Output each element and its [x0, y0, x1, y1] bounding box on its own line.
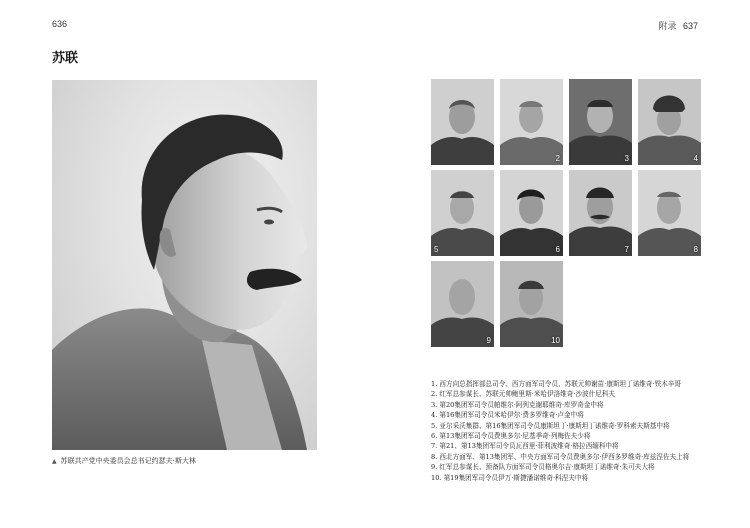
photo-number: 4	[693, 154, 698, 163]
legend-item: 8. 西北方面军、第13集团军、中央方面军司令员费奥多尔·伊西多罗维奇·库兹涅佐夫上将	[431, 452, 690, 461]
legend-item: 6. 第13集团军司令员费奥多尔·尼基季奇·列梅佐夫少将	[431, 432, 591, 441]
right-page-header	[654, 19, 698, 32]
legend-item: 5. 亚尔采沃集群、第16集团军司令员康斯坦丁·康斯坦丁诺维奇·罗科索夫斯基中将	[431, 421, 670, 430]
legend-item: 2. 红军总参谋长、苏联元帅鲍里斯·米哈伊洛维奇·沙波什尼科夫	[431, 390, 616, 399]
legend-item: 4. 第16集团军司令员米哈伊尔·费多罗维奇·卢金中将	[431, 411, 584, 420]
commander-photo-8	[638, 170, 701, 256]
right-page-number: 637	[682, 21, 698, 31]
photo-number: 2	[555, 154, 560, 163]
uniform-portrait-icon	[431, 170, 494, 256]
photo-number: 3	[624, 154, 629, 163]
caption-marker: ▲	[52, 457, 57, 465]
legend-item: 3. 第20集团军司令员帕维尔·阿列克谢耶维奇·库罗奇金中将	[431, 400, 604, 409]
uniform-portrait-icon	[569, 170, 632, 256]
commander-photo-6	[500, 170, 563, 256]
photo-number: 6	[555, 245, 560, 254]
uniform-portrait-icon	[569, 79, 632, 165]
photo-number: 10	[551, 336, 560, 345]
uniform-portrait-icon	[431, 79, 494, 165]
legend-item: 10. 第19集团军司令员伊万·斯捷潘诺维奇·科涅夫中将	[431, 473, 589, 482]
right-page-section: 附录	[658, 21, 677, 31]
commander-photo-3	[569, 79, 632, 165]
commander-photo-10	[500, 261, 563, 347]
commander-photo-5	[431, 170, 494, 256]
commanders-photo-grid	[431, 79, 701, 347]
legend-item: 7. 第21、第13集团军司令员瓦西里·菲利波维奇·格拉西缅科中将	[431, 442, 619, 451]
photo-number: 8	[693, 245, 698, 254]
portrait-photo	[52, 80, 317, 450]
photo-legend	[431, 379, 711, 483]
uniform-portrait-icon	[431, 261, 494, 347]
uniform-portrait-icon	[500, 79, 563, 165]
portrait-caption	[52, 456, 196, 466]
commander-photo-7	[569, 170, 632, 256]
photo-number: 9	[486, 336, 491, 345]
commander-photo-9	[431, 261, 494, 347]
commander-photo-1	[431, 79, 494, 165]
legend-item: 1. 西方向总指挥部总司令、西方面军司令员、苏联元帅谢苗·康斯坦丁诺维奇·铁木辛哥	[431, 380, 681, 388]
photo-number: 7	[624, 245, 629, 254]
uniform-portrait-icon	[638, 79, 701, 165]
uniform-portrait-icon	[500, 170, 563, 256]
left-page-number: 636	[52, 19, 68, 29]
portrait-caption-text: 苏联共产党中央委员会总书记约瑟夫·斯大林	[60, 457, 196, 465]
legend-item: 9. 红军总参谋长、预备队方面军司令员格奥尔吉·康斯坦丁诺维奇·朱可夫大将	[431, 463, 655, 472]
uniform-portrait-icon	[638, 170, 701, 256]
commander-photo-4	[638, 79, 701, 165]
photo-number: 5	[434, 245, 439, 254]
section-title: 苏联	[52, 51, 79, 66]
portrait-illustration	[52, 80, 317, 450]
commander-photo-2	[500, 79, 563, 165]
uniform-portrait-icon	[500, 261, 563, 347]
